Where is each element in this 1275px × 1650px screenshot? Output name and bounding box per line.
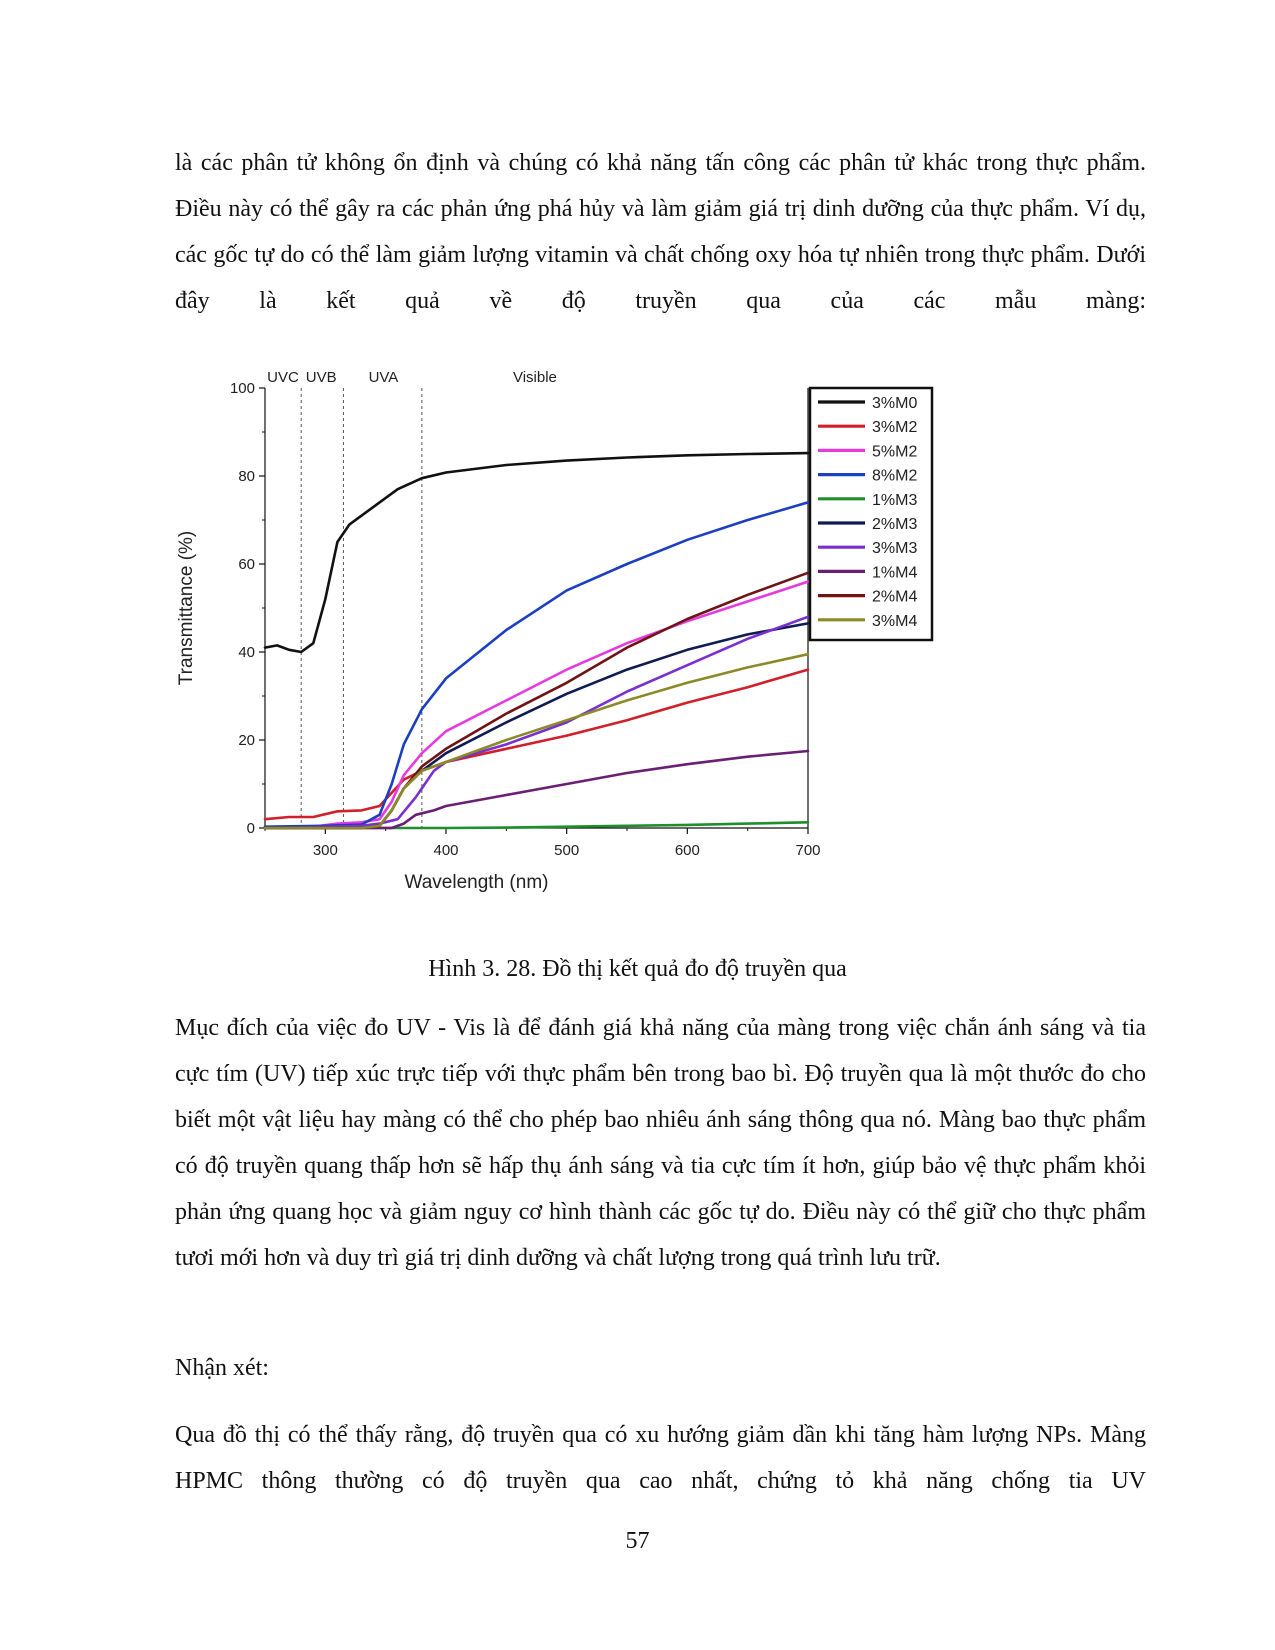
legend-entry: 2%M3	[872, 516, 918, 533]
x-tick-label: 500	[554, 842, 580, 859]
legend-entry: 8%M2	[872, 467, 918, 485]
chart-series-group	[265, 453, 808, 828]
series-line-1pct-m4	[265, 751, 808, 828]
y-tick-label: 60	[238, 556, 255, 573]
section-heading-remarks: Nhận xét:	[175, 1355, 269, 1381]
paragraph-remarks: Qua đồ thị có thể thấy rằng, độ truyền qua có xu hướng giảm dần khi tăng hàm lượng NPs. Màng HPMC thông thường có độ truyền qua cao nhất, chứng tỏ khả năng chống tia UV	[175, 1422, 1146, 1494]
legend-entry: 1%M3	[872, 491, 918, 509]
series-line-2pct-m3	[265, 623, 808, 828]
legend-entry: 5%M2	[872, 443, 918, 461]
legend-entry: 3%M4	[872, 612, 918, 630]
y-tick-label: 20	[238, 732, 255, 749]
chart-legend	[810, 388, 932, 640]
region-label: Visible	[512, 369, 557, 386]
y-tick-label: 100	[229, 380, 255, 397]
x-tick-label: 700	[795, 842, 821, 859]
y-tick-label: 40	[238, 644, 255, 661]
x-axis-label: Wavelength (nm)	[404, 872, 549, 893]
x-tick-label: 300	[312, 842, 338, 859]
paragraph-uv-vis-purpose: Mục đích của việc đo UV - Vis là để đánh giá khả năng của màng trong việc chắn ánh sáng và tia cực tím (UV) tiếp xúc trực tiếp với thực phẩm bên trong bao bì. Độ truyền qua là một thước đo cho biết một vật liệu hay màng có thể cho phép bao nhiêu ánh sáng thông qua nó. Màng bao thực phẩm có độ truyền quang thấp hơn sẽ hấp thụ ánh sáng và tia cực tím ít hơn, giúp bảo vệ thực phẩm khỏi phản ứng quang học và giảm nguy cơ hình thành các gốc tự do. Điều này có thể giữ cho thực phẩm tươi mới hơn và duy trì giá trị dinh dưỡng và chất lượng trong quá trình lưu trữ.	[175, 1015, 1146, 1271]
legend-entry: 1%M4	[872, 564, 918, 582]
region-label: UVC	[267, 369, 299, 386]
series-line-3pct-m3	[265, 617, 808, 828]
y-axis-label: Transmittance (%)	[176, 530, 197, 686]
legend-entry: 2%M4	[872, 588, 918, 606]
y-tick-label: 80	[238, 468, 255, 485]
legend-entry: 3%M3	[872, 540, 918, 558]
y-tick-label: 0	[246, 820, 255, 837]
transmittance-chart	[170, 368, 990, 948]
x-tick-label: 400	[433, 842, 459, 859]
legend-entry: 3%M2	[872, 419, 918, 437]
series-line-3pct-m2	[265, 670, 808, 820]
legend-entry: 3%M0	[872, 395, 918, 412]
paragraph-intro: là các phân tử không ổn định và chúng có khả năng tấn công các phân tử khác trong thực phẩm. Điều này có thể gây ra các phản ứng phá hủy và làm giảm giá trị dinh dưỡng của thực phẩm. Ví dụ, các gốc tự do có thể làm giảm lượng vitamin và chất chống oxy hóa tự nhiên trong thực phẩm. Dưới đây là kết quả về độ truyền qua của các mẫu màng:	[175, 150, 1146, 314]
series-line-3pct-m0	[265, 453, 808, 652]
page-number: 57	[625, 1528, 650, 1554]
x-tick-label: 600	[674, 842, 700, 859]
chart-svg	[170, 368, 990, 948]
figure-caption: Hình 3. 28. Đồ thị kết quả đo độ truyền qua	[428, 956, 847, 982]
chart-axes	[176, 369, 821, 893]
region-label: UVA	[368, 369, 399, 386]
series-line-8pct-m2	[265, 502, 808, 826]
region-label: UVB	[305, 369, 337, 386]
